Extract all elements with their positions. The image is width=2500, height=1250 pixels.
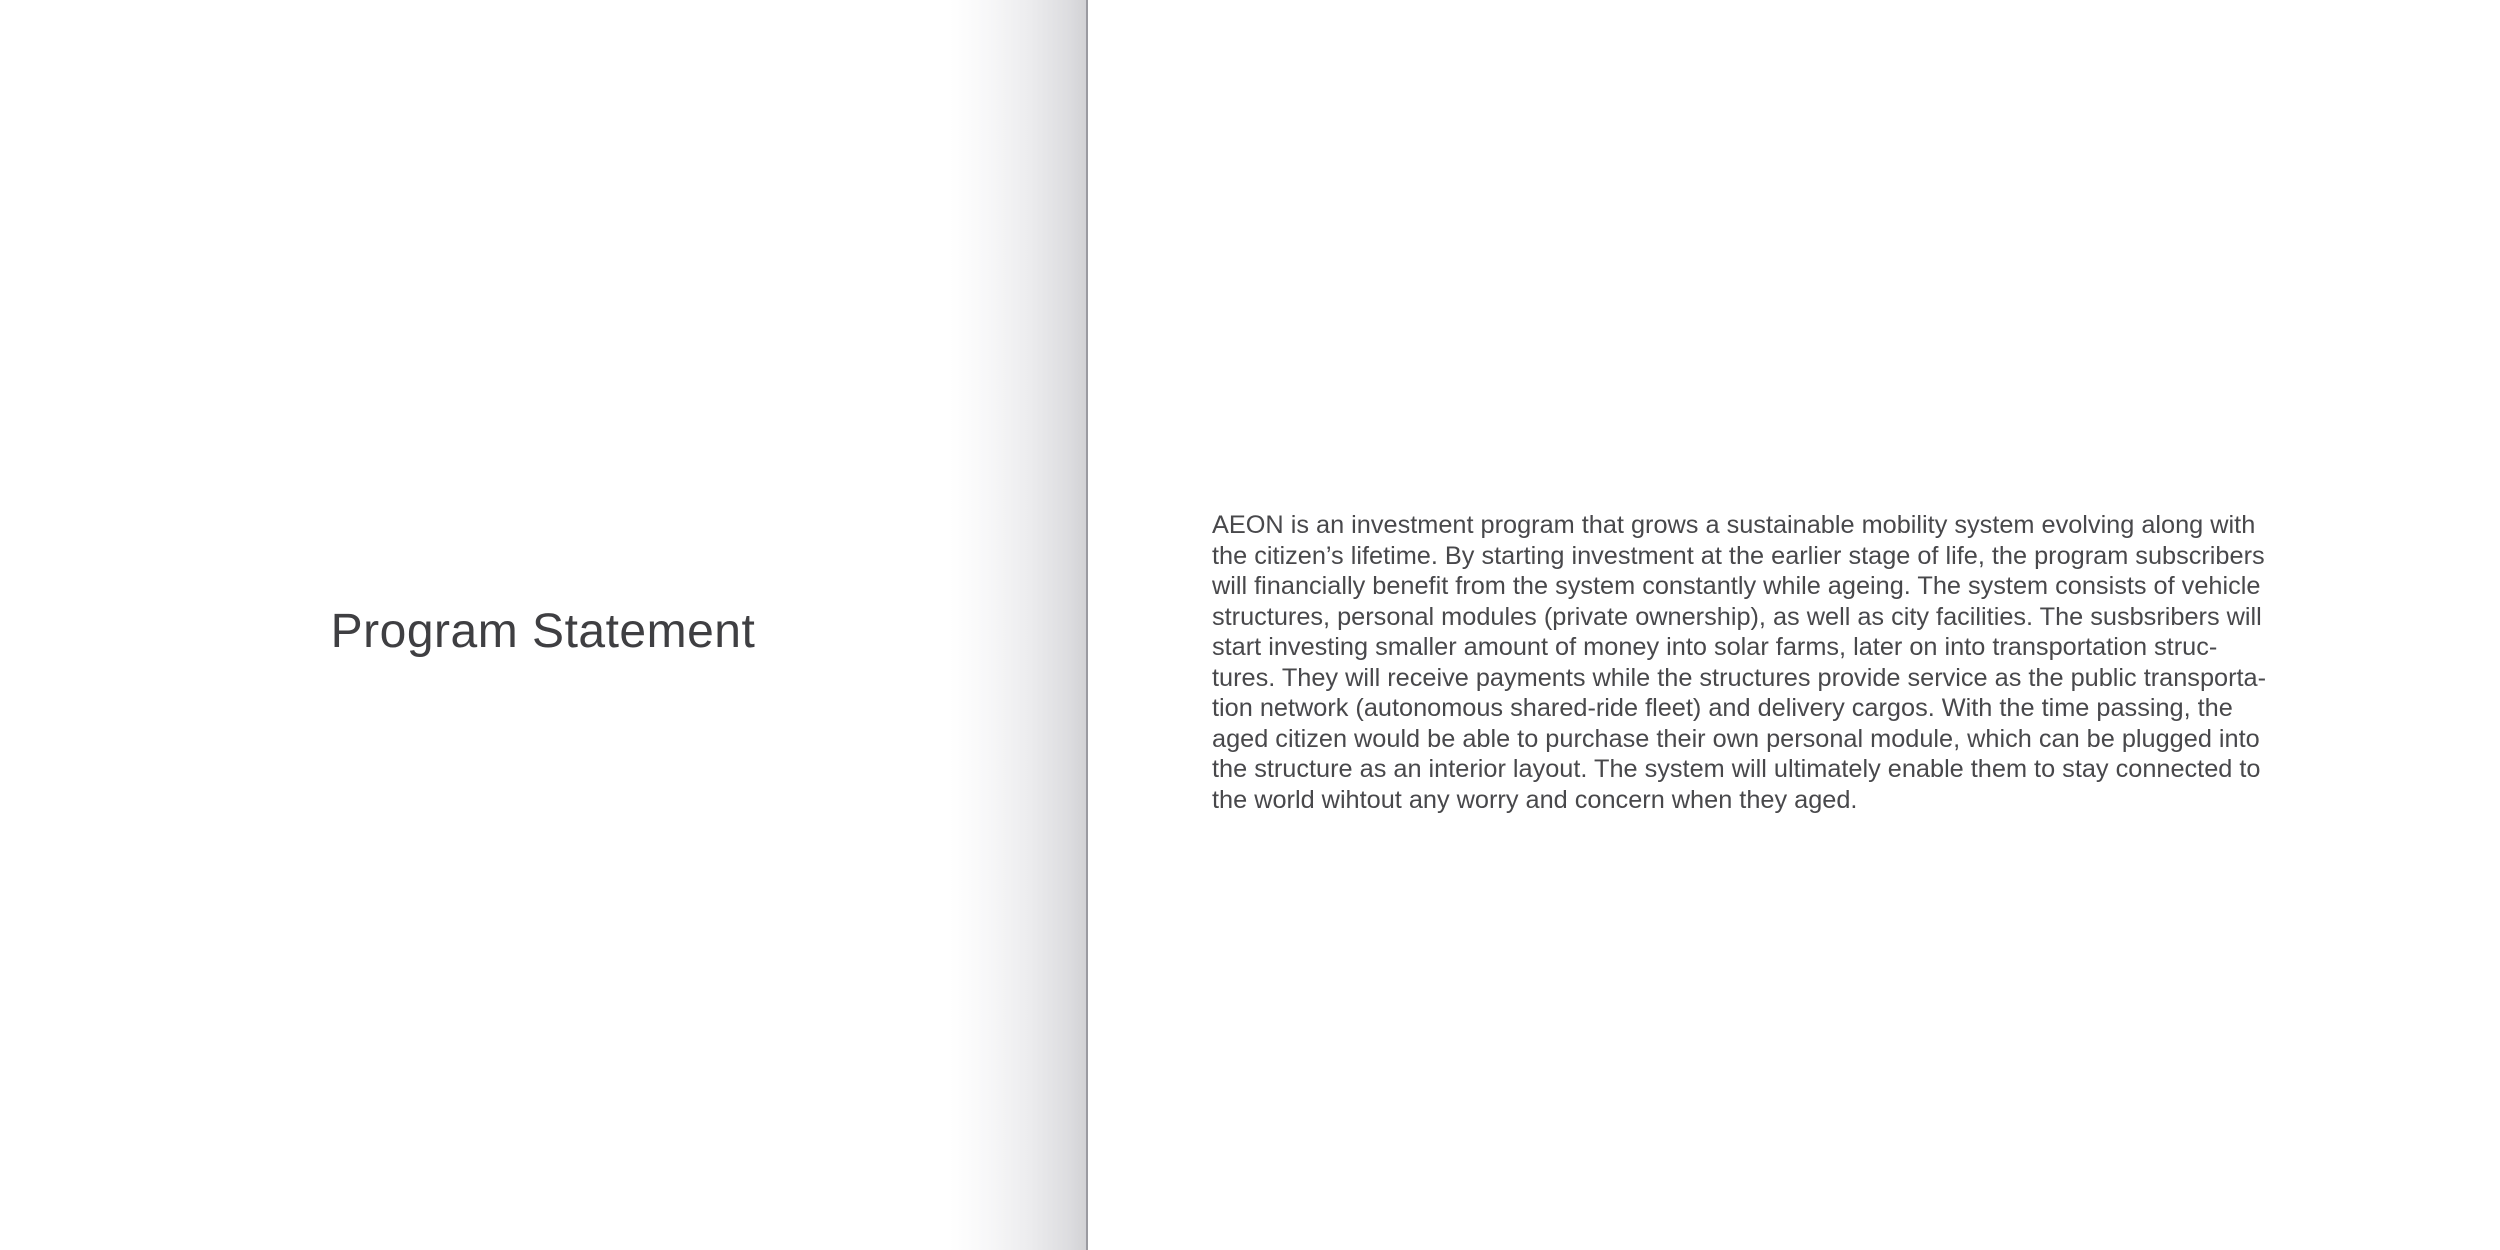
paragraph-line: the world wihtout any worry and concern when they aged. [1212,785,1858,814]
paragraph-line: structures, personal modules (private ownership), as well as city facilities. The susbsribers will [1212,602,2262,631]
program-statement-paragraph [1212,510,2422,815]
paragraph-line: will financially benefit from the system constantly while ageing. The system consists of vehicle [1212,572,2261,600]
paragraph-line: AEON is an investment program that grows a sustainable mobility system evolving along with [1212,511,2256,539]
paragraph-line: tures. They will receive payments while the structures provide service as the public transporta- [1212,663,2267,692]
paragraph-line: the structure as an interior layout. The system will ultimately enable them to stay connected to [1212,755,2261,783]
paragraph-line: tion network (autonomous shared-ride fleet) and delivery cargos. With the time passing, the [1212,694,2233,722]
paragraph-line: start investing smaller amount of money into solar farms, later on into transportation struc- [1212,633,2218,661]
paragraph-line: aged citizen would be able to purchase their own personal module, which can be plugged into [1212,724,2260,753]
paragraph-line: the citizen’s lifetime. By starting investment at the earlier stage of life, the program subscribers [1212,541,2265,570]
page-title: Program Statement [330,605,756,658]
left-page [0,0,1086,1250]
